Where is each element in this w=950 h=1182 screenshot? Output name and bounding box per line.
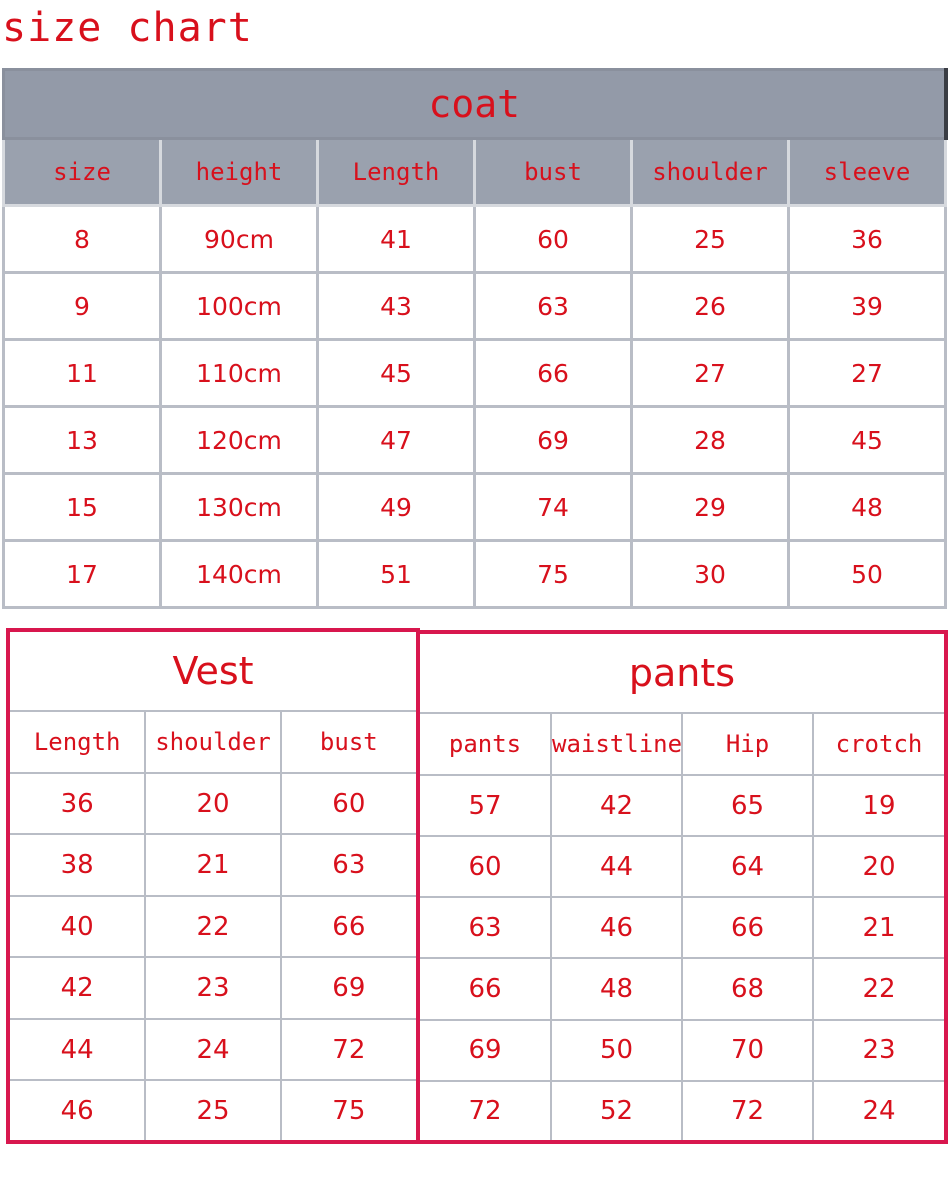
table-cell: 36 <box>10 773 145 834</box>
table-cell: 60 <box>475 206 632 273</box>
vest-header-bust: bust <box>281 711 416 773</box>
table-cell: 45 <box>318 340 475 407</box>
table-cell: 130cm <box>161 474 318 541</box>
table-row <box>420 1081 944 1140</box>
table-cell: 48 <box>789 474 946 541</box>
table-cell: 69 <box>420 1020 551 1081</box>
coat-title: coat <box>4 70 946 139</box>
pants-header-waistline: waistline <box>551 713 682 775</box>
table-cell: 20 <box>145 773 280 834</box>
table-cell: 49 <box>318 474 475 541</box>
table-cell: 27 <box>632 340 789 407</box>
coat-header-shoulder: shoulder <box>632 139 789 206</box>
table-row <box>10 834 416 895</box>
table-cell: 66 <box>281 896 416 957</box>
table-row <box>4 273 946 340</box>
pants-header-hip: Hip <box>682 713 813 775</box>
table-row <box>420 897 944 958</box>
coat-header-sleeve: sleeve <box>789 139 946 206</box>
table-cell: 44 <box>10 1019 145 1080</box>
table-cell: 66 <box>682 897 813 958</box>
table-cell: 140cm <box>161 541 318 608</box>
table-cell: 21 <box>813 897 944 958</box>
vest-title: Vest <box>10 632 416 711</box>
table-cell: 25 <box>632 206 789 273</box>
table-cell: 63 <box>475 273 632 340</box>
table-cell: 39 <box>789 273 946 340</box>
table-cell: 21 <box>145 834 280 895</box>
coat-table <box>2 68 948 609</box>
table-row <box>10 1080 416 1140</box>
table-cell: 63 <box>420 897 551 958</box>
table-cell: 110cm <box>161 340 318 407</box>
table-cell: 27 <box>789 340 946 407</box>
table-cell: 90cm <box>161 206 318 273</box>
pants-box <box>416 630 948 1144</box>
table-cell: 26 <box>632 273 789 340</box>
table-cell: 42 <box>10 957 145 1018</box>
table-cell: 69 <box>475 407 632 474</box>
table-cell: 72 <box>682 1081 813 1140</box>
table-cell: 23 <box>145 957 280 1018</box>
table-cell: 30 <box>632 541 789 608</box>
table-cell: 25 <box>145 1080 280 1140</box>
table-cell: 36 <box>789 206 946 273</box>
table-cell: 68 <box>682 958 813 1019</box>
table-cell: 72 <box>420 1081 551 1140</box>
table-cell: 42 <box>551 775 682 836</box>
coat-header-size: size <box>4 139 161 206</box>
table-row <box>10 773 416 834</box>
vest-table <box>10 632 416 1140</box>
table-cell: 28 <box>632 407 789 474</box>
table-cell: 66 <box>475 340 632 407</box>
table-row <box>4 206 946 273</box>
coat-header-height: height <box>161 139 318 206</box>
table-cell: 72 <box>281 1019 416 1080</box>
table-row <box>420 958 944 1019</box>
table-cell: 74 <box>475 474 632 541</box>
table-cell: 50 <box>551 1020 682 1081</box>
table-cell: 120cm <box>161 407 318 474</box>
table-cell: 8 <box>4 206 161 273</box>
table-cell: 41 <box>318 206 475 273</box>
table-row <box>10 1019 416 1080</box>
coat-header-length: Length <box>318 139 475 206</box>
table-row <box>420 836 944 897</box>
table-cell: 51 <box>318 541 475 608</box>
table-cell: 17 <box>4 541 161 608</box>
vest-header-length: Length <box>10 711 145 773</box>
table-cell: 52 <box>551 1081 682 1140</box>
pants-header-crotch: crotch <box>813 713 944 775</box>
table-cell: 29 <box>632 474 789 541</box>
table-row <box>4 340 946 407</box>
table-cell: 100cm <box>161 273 318 340</box>
table-cell: 50 <box>789 541 946 608</box>
table-cell: 75 <box>281 1080 416 1140</box>
table-cell: 9 <box>4 273 161 340</box>
table-cell: 66 <box>420 958 551 1019</box>
table-cell: 20 <box>813 836 944 897</box>
vest-box <box>6 628 420 1144</box>
table-cell: 47 <box>318 407 475 474</box>
table-row <box>10 896 416 957</box>
table-row <box>4 541 946 608</box>
table-cell: 24 <box>145 1019 280 1080</box>
table-cell: 44 <box>551 836 682 897</box>
pants-table <box>420 634 944 1140</box>
table-cell: 23 <box>813 1020 944 1081</box>
table-cell: 48 <box>551 958 682 1019</box>
table-cell: 64 <box>682 836 813 897</box>
table-cell: 11 <box>4 340 161 407</box>
table-cell: 63 <box>281 834 416 895</box>
table-row <box>10 957 416 1018</box>
table-cell: 70 <box>682 1020 813 1081</box>
table-cell: 65 <box>682 775 813 836</box>
table-cell: 75 <box>475 541 632 608</box>
table-row <box>420 775 944 836</box>
table-row <box>4 407 946 474</box>
table-cell: 46 <box>10 1080 145 1140</box>
coat-header-bust: bust <box>475 139 632 206</box>
table-cell: 15 <box>4 474 161 541</box>
table-row <box>420 1020 944 1081</box>
page-title: size chart <box>2 5 253 51</box>
table-cell: 60 <box>420 836 551 897</box>
table-cell: 69 <box>281 957 416 1018</box>
table-cell: 38 <box>10 834 145 895</box>
table-cell: 22 <box>813 958 944 1019</box>
pants-header-pants: pants <box>420 713 551 775</box>
table-cell: 19 <box>813 775 944 836</box>
table-cell: 13 <box>4 407 161 474</box>
table-cell: 60 <box>281 773 416 834</box>
table-row <box>4 474 946 541</box>
table-cell: 24 <box>813 1081 944 1140</box>
table-cell: 57 <box>420 775 551 836</box>
pants-title: pants <box>420 634 944 713</box>
table-cell: 40 <box>10 896 145 957</box>
table-cell: 45 <box>789 407 946 474</box>
table-cell: 22 <box>145 896 280 957</box>
table-cell: 43 <box>318 273 475 340</box>
vest-header-shoulder: shoulder <box>145 711 280 773</box>
table-cell: 46 <box>551 897 682 958</box>
